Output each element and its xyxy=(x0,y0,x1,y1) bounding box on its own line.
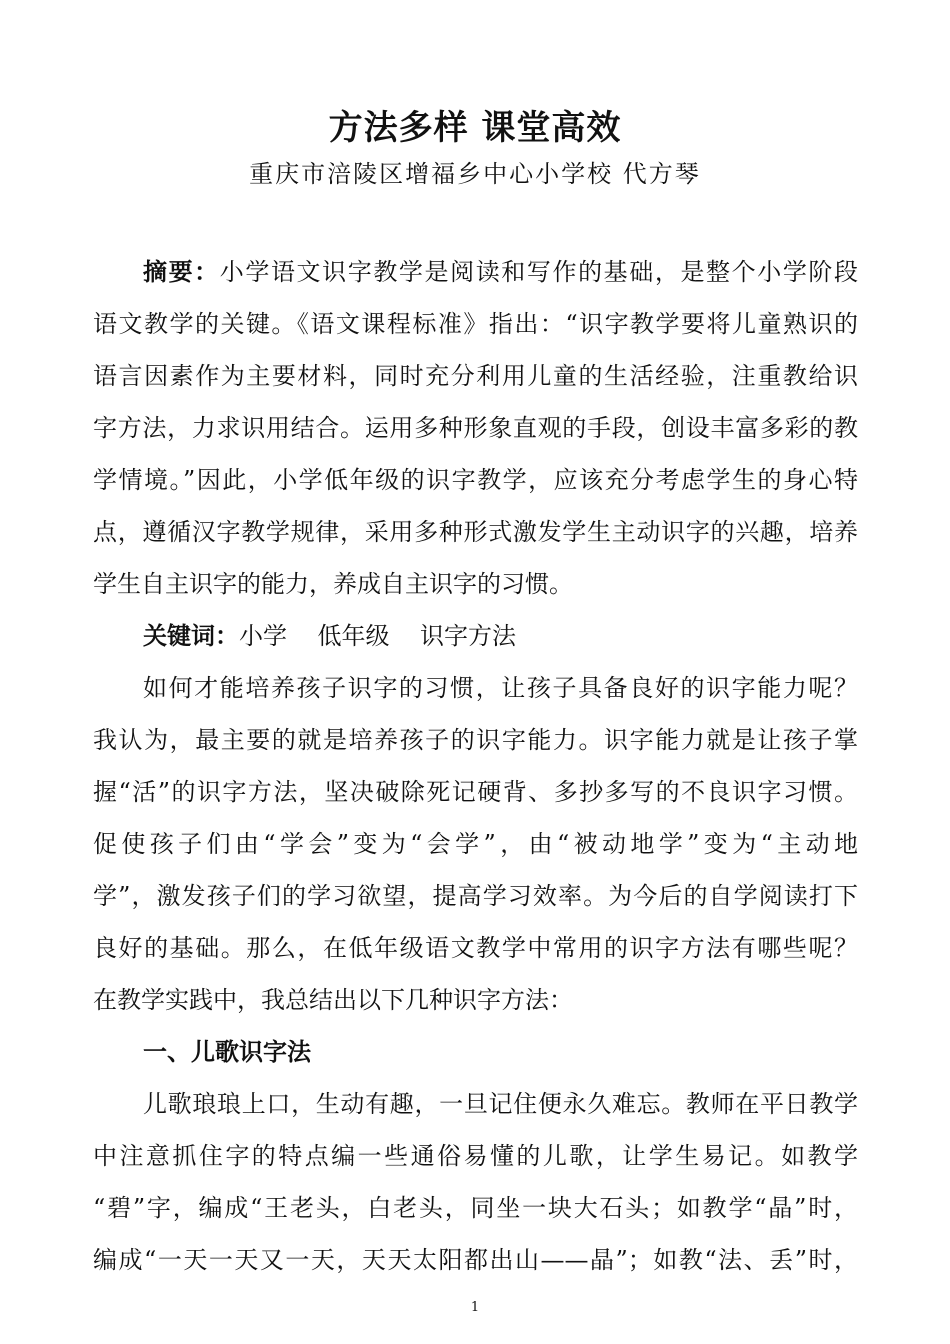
keywords-line xyxy=(143,621,858,651)
body-line: 编成“一天一天又一天，天天太阳都出山——晶”；如教“法、丢”时， xyxy=(93,1246,858,1274)
abstract-line: 语言因素作为主要材料，同时充分利用儿童的生活经验，注重教给识 xyxy=(93,362,858,390)
author-affiliation: 重庆市涪陵区增福乡中心小学校 代方琴 xyxy=(249,160,701,188)
abstract-line: 摘要：小学语文识字教学是阅读和写作的基础，是整个小学阶段 xyxy=(143,257,859,286)
page-number: 1 xyxy=(470,1300,480,1315)
body-line: 学”，激发孩子们的学习欲望，提高学习效率。为今后的自学阅读打下 xyxy=(93,882,858,910)
abstract-line: 学情境。”因此，小学低年级的识字教学，应该充分考虑学生的身心特 xyxy=(93,466,858,494)
document-title: 方法多样 课堂高效 xyxy=(328,108,622,148)
body-line: 我认为，最主要的就是培养孩子的识字能力。识字能力就是让孩子掌 xyxy=(93,726,858,754)
keywords-label: 关键词： xyxy=(143,621,239,650)
abstract-line: 字方法，力求识用结合。运用多种形象直观的手段，创设丰富多彩的教 xyxy=(93,414,858,442)
body-line: 在教学实践中，我总结出以下几种识字方法： xyxy=(93,986,573,1014)
abstract-line: 语文教学的关键。《语文课程标准》指出：“识字教学要将儿童熟识的 xyxy=(93,310,858,338)
keywords-text: 小学 低年级 识字方法 xyxy=(239,622,517,650)
body-line: 如何才能培养孩子识字的习惯，让孩子具备良好的识字能力呢？ xyxy=(143,674,858,702)
body-line: 握“活”的识字方法，坚决破除死记硬背、多抄多写的不良识字习惯。 xyxy=(93,778,858,806)
body-line: 良好的基础。那么，在低年级语文教学中常用的识字方法有哪些呢？ xyxy=(93,934,858,962)
abstract-line: 学生自主识字的能力，养成自主识字的习惯。 xyxy=(93,570,573,598)
abstract-line: 点，遵循汉字教学规律，采用多种形式激发学生主动识字的兴趣，培养 xyxy=(93,518,858,546)
body-line: 中注意抓住字的特点编一些通俗易懂的儿歌，让学生易记。如教学 xyxy=(93,1142,858,1170)
body-line: “碧”字，编成“王老头，白老头，同坐一块大石头；如教学“晶”时， xyxy=(93,1194,858,1222)
body-line: 促使孩子们由“学会”变为“会学”，由“被动地学”变为“主动地 xyxy=(93,830,858,858)
section-heading: 一、儿歌识字法 xyxy=(143,1037,311,1066)
body-line: 儿歌琅琅上口，生动有趣，一旦记住便永久难忘。教师在平日教学 xyxy=(143,1090,858,1118)
abstract-label: 摘要： xyxy=(143,257,220,286)
